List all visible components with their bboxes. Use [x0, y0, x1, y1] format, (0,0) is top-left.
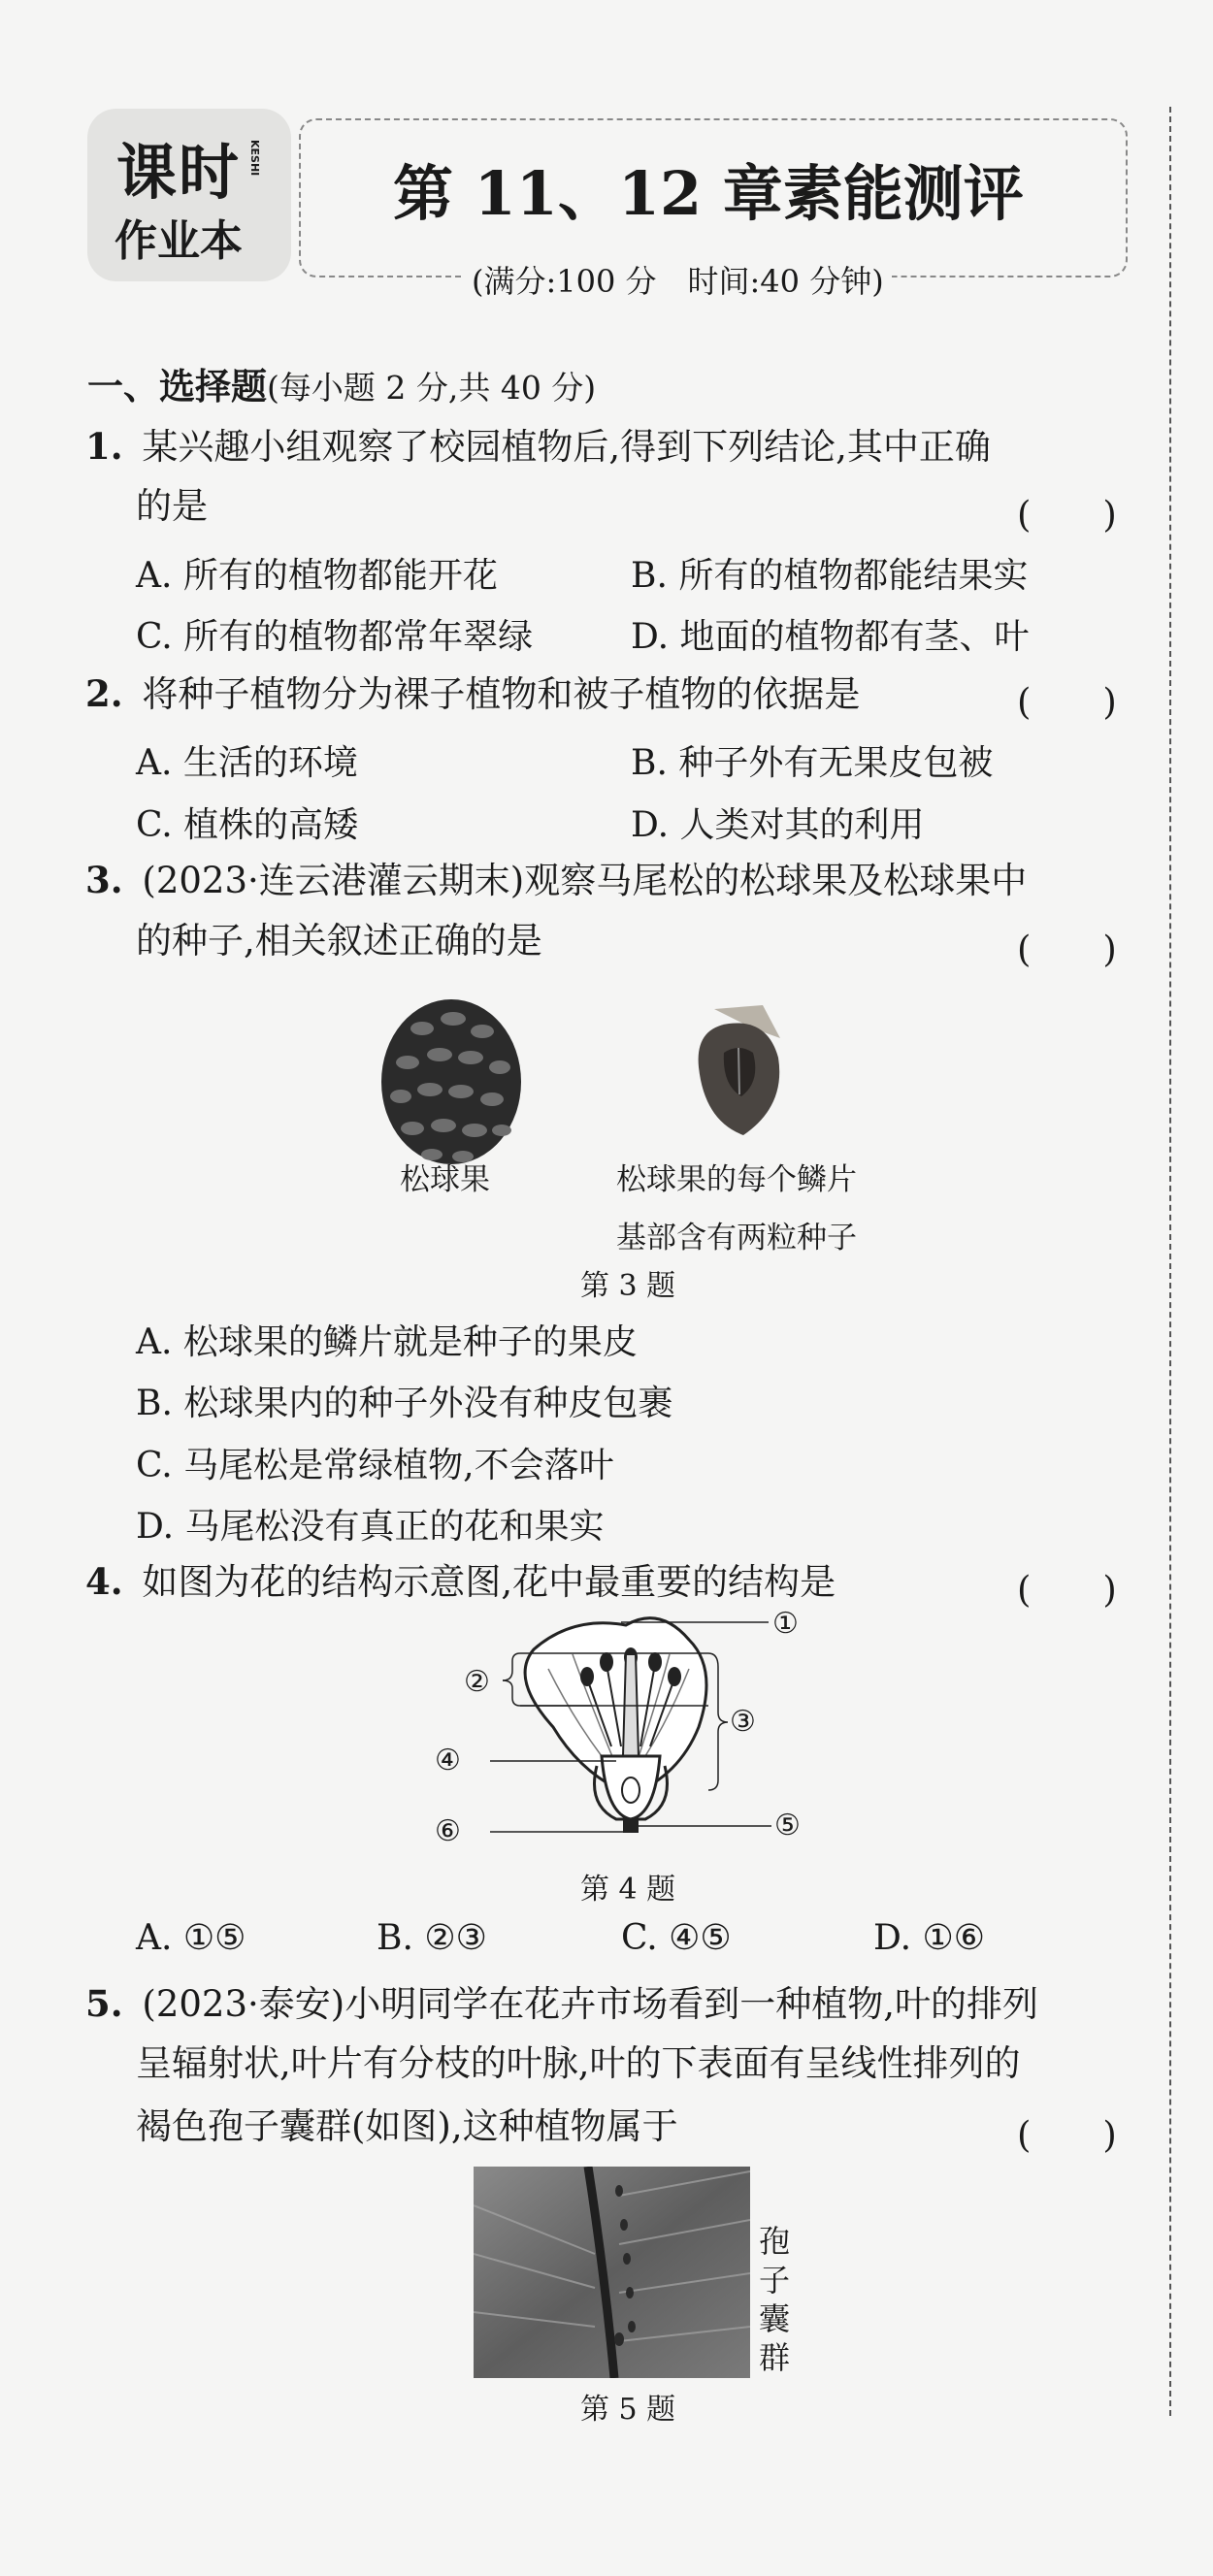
page-title: 第 11、12 章素能测评	[393, 158, 1024, 229]
q3-text-line2: 的种子,相关叙述正确的是	[136, 920, 542, 962]
question-5	[85, 1982, 1038, 2026]
q1-option-d: D. 地面的植物都有茎、叶	[631, 617, 1030, 657]
q2-option-a: A. 生活的环境	[136, 743, 358, 783]
section-note: (每小题 2 分,共 40 分)	[267, 369, 597, 407]
q3-option-a: A. 松球果的鳞片就是种子的果皮	[136, 1322, 638, 1362]
section-title: 一、选择题	[87, 366, 267, 408]
q2-answer-paren: ( )	[1017, 681, 1117, 723]
q2-option-b: B. 种子外有无果皮包被	[631, 743, 994, 783]
q5-answer-paren: ( )	[1017, 2114, 1117, 2156]
flower-label-2: ②	[464, 1665, 490, 1699]
q1-text-line1: 某兴趣小组观察了校园植物后,得到下列结论,其中正确	[142, 426, 991, 468]
q2-option-d: D. 人类对其的利用	[631, 805, 925, 845]
sori-label-char-2: 子	[758, 2262, 790, 2299]
question-2	[85, 672, 860, 716]
q4-option-c: C. ④⑤	[621, 1918, 732, 1958]
q1-answer-paren: ( )	[1017, 494, 1117, 536]
flower-structure-diagram	[427, 1611, 815, 1863]
header-badge	[87, 109, 291, 281]
pine-cone-image	[374, 985, 529, 1169]
badge-small: KESHI	[248, 140, 261, 177]
q4-number: 4.	[85, 1560, 123, 1603]
q4-option-b: B. ②③	[377, 1918, 487, 1958]
q3-option-d: D. 马尾松没有真正的花和果实	[136, 1507, 605, 1547]
q4-text-line1: 如图为花的结构示意图,花中最重要的结构是	[142, 1561, 836, 1603]
flower-label-1: ①	[772, 1607, 799, 1641]
q3-figure-caption: 第 3 题	[580, 1269, 676, 1303]
q5-text-line1: (2023·泰安)小明同学在花卉市场看到一种植物,叶的排列	[142, 1983, 1038, 2025]
badge-line2: 作业本	[115, 216, 243, 266]
cut-line	[1169, 107, 1171, 2416]
q4-answer-paren: ( )	[1017, 1569, 1117, 1611]
q1-number: 1.	[85, 425, 123, 468]
flower-label-4: ④	[435, 1744, 461, 1777]
q3-figure-label-seed-1: 松球果的每个鳞片	[616, 1162, 857, 1197]
q3-text-line1: (2023·连云港灌云期末)观察马尾松的松球果及松球果中	[142, 860, 1028, 901]
pine-seed-image	[685, 999, 792, 1145]
q4-figure-caption: 第 4 题	[580, 1873, 676, 1907]
q5-text-line3: 褐色孢子囊群(如图),这种植物属于	[136, 2105, 678, 2147]
q2-option-c: C. 植株的高矮	[136, 805, 359, 845]
flower-label-5: ⑤	[774, 1809, 801, 1842]
question-3	[85, 859, 1027, 902]
flower-label-3: ③	[730, 1705, 756, 1739]
question-1	[85, 425, 991, 469]
q3-answer-paren: ( )	[1017, 929, 1117, 970]
q1-option-a: A. 所有的植物都能开花	[136, 556, 498, 596]
q5-text-line2: 呈辐射状,叶片有分枝的叶脉,叶的下表面有呈线性排列的	[136, 2042, 1021, 2084]
page-subtitle: (满分:100 分 时间:40 分钟)	[464, 257, 892, 302]
flower-label-6: ⑥	[435, 1814, 461, 1848]
q3-option-c: C. 马尾松是常绿植物,不会落叶	[136, 1446, 614, 1485]
q1-option-c: C. 所有的植物都常年翠绿	[136, 617, 534, 657]
q5-number: 5.	[85, 1982, 123, 2025]
q2-number: 2.	[85, 672, 123, 715]
q3-figure-label-cone: 松球果	[400, 1162, 490, 1197]
sori-label	[757, 2222, 792, 2377]
q1-option-b: B. 所有的植物都能结果实	[631, 556, 1029, 596]
q1-text-line2: 的是	[136, 485, 208, 527]
sori-label-char-3: 囊	[758, 2300, 790, 2337]
q5-figure-caption: 第 5 题	[580, 2393, 676, 2427]
q4-option-d: D. ①⑥	[873, 1918, 986, 1958]
question-4	[85, 1560, 836, 1604]
q3-number: 3.	[85, 859, 123, 901]
q3-option-b: B. 松球果内的种子外没有种皮包裹	[136, 1384, 673, 1423]
q4-option-a: A. ①⑤	[136, 1918, 246, 1958]
q2-text-line1: 将种子植物分为裸子植物和被子植物的依据是	[142, 673, 861, 715]
q3-figure-label-seed-2: 基部含有两粒种子	[616, 1221, 857, 1255]
section-heading	[87, 366, 596, 408]
badge-line1: 课时	[116, 137, 242, 208]
sori-label-char-4: 群	[758, 2339, 790, 2376]
fern-sori-photo	[474, 2167, 750, 2378]
sori-label-char-1: 孢	[758, 2223, 790, 2260]
